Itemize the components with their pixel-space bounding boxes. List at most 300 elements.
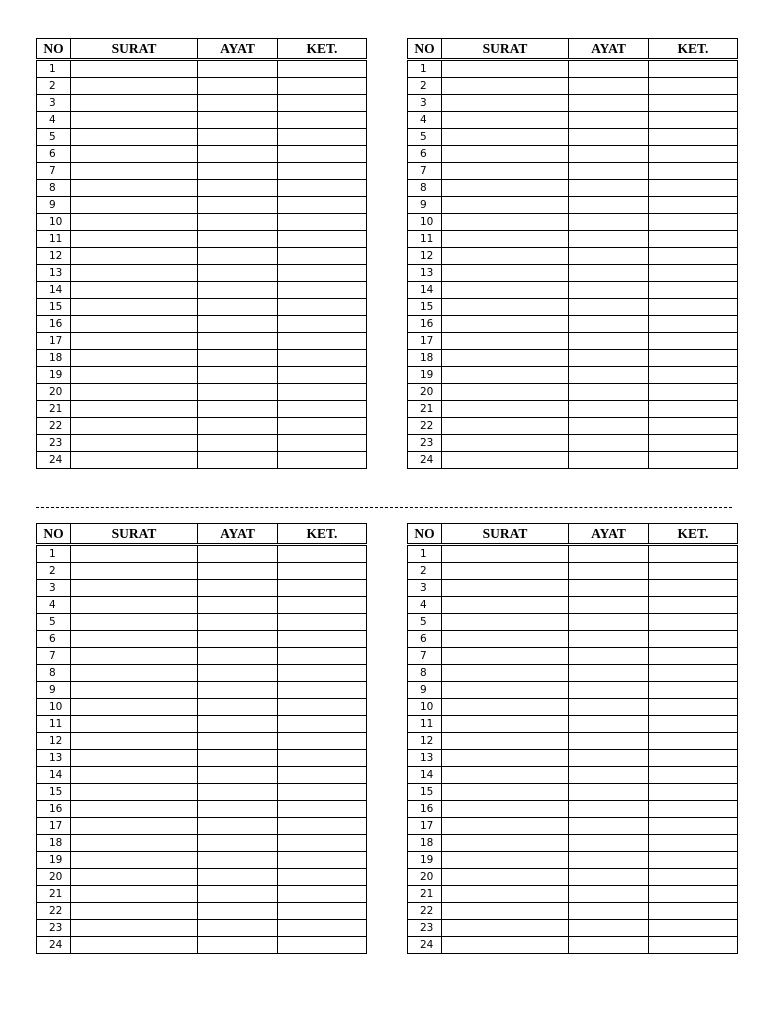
surat-cell[interactable] xyxy=(442,716,569,733)
header-row xyxy=(408,39,738,60)
surat-cell[interactable] xyxy=(442,248,569,265)
surat-cell[interactable] xyxy=(442,60,569,78)
surat-cell[interactable] xyxy=(442,631,569,648)
ket-cell[interactable] xyxy=(278,78,367,95)
ket-cell[interactable] xyxy=(649,563,738,580)
surat-cell[interactable] xyxy=(71,682,198,699)
ket-cell[interactable] xyxy=(649,350,738,367)
surat-cell[interactable] xyxy=(71,316,198,333)
ket-cell[interactable] xyxy=(278,163,367,180)
surat-cell[interactable] xyxy=(442,78,569,95)
ket-cell[interactable] xyxy=(649,197,738,214)
ayat-cell[interactable] xyxy=(198,282,278,299)
row-number: 20 xyxy=(408,384,442,401)
ayat-cell[interactable] xyxy=(198,920,278,937)
ket-cell[interactable] xyxy=(278,716,367,733)
ayat-cell[interactable] xyxy=(198,563,278,580)
ayat-cell[interactable] xyxy=(569,367,649,384)
ket-cell[interactable] xyxy=(649,316,738,333)
ayat-cell[interactable] xyxy=(198,367,278,384)
ket-cell[interactable] xyxy=(649,614,738,631)
ayat-cell[interactable] xyxy=(569,545,649,563)
table-row xyxy=(408,597,738,614)
ayat-cell[interactable] xyxy=(198,818,278,835)
ayat-cell[interactable] xyxy=(198,418,278,435)
surat-cell[interactable] xyxy=(442,563,569,580)
surat-cell[interactable] xyxy=(442,163,569,180)
ket-cell[interactable] xyxy=(278,112,367,129)
surat-cell[interactable] xyxy=(71,60,198,78)
table-row xyxy=(37,784,367,801)
surat-cell[interactable] xyxy=(442,367,569,384)
surat-cell[interactable] xyxy=(442,197,569,214)
ket-cell[interactable] xyxy=(649,418,738,435)
ket-cell[interactable] xyxy=(278,265,367,282)
surat-cell[interactable] xyxy=(442,801,569,818)
surat-cell[interactable] xyxy=(71,580,198,597)
ket-cell[interactable] xyxy=(278,801,367,818)
ayat-cell[interactable] xyxy=(198,767,278,784)
ket-cell[interactable] xyxy=(278,750,367,767)
ket-cell[interactable] xyxy=(278,129,367,146)
surat-cell[interactable] xyxy=(71,665,198,682)
ket-cell[interactable] xyxy=(278,733,367,750)
ayat-cell[interactable] xyxy=(569,631,649,648)
ayat-cell[interactable] xyxy=(569,112,649,129)
ayat-cell[interactable] xyxy=(569,231,649,248)
ayat-cell[interactable] xyxy=(569,265,649,282)
ket-cell[interactable] xyxy=(649,129,738,146)
ket-cell[interactable] xyxy=(649,231,738,248)
surat-cell[interactable] xyxy=(442,682,569,699)
surat-cell[interactable] xyxy=(71,78,198,95)
surat-cell[interactable] xyxy=(71,299,198,316)
ayat-cell[interactable] xyxy=(198,435,278,452)
ket-cell[interactable] xyxy=(649,716,738,733)
surat-cell[interactable] xyxy=(442,852,569,869)
ayat-cell[interactable] xyxy=(569,180,649,197)
surat-cell[interactable] xyxy=(442,937,569,954)
ket-cell[interactable] xyxy=(278,784,367,801)
ayat-cell[interactable] xyxy=(569,282,649,299)
header-row xyxy=(37,524,367,545)
ket-cell[interactable] xyxy=(278,435,367,452)
ket-cell[interactable] xyxy=(649,580,738,597)
surat-cell[interactable] xyxy=(442,665,569,682)
ayat-cell[interactable] xyxy=(569,750,649,767)
ket-cell[interactable] xyxy=(649,214,738,231)
surat-cell[interactable] xyxy=(442,750,569,767)
ket-cell[interactable] xyxy=(649,682,738,699)
ket-cell[interactable] xyxy=(278,631,367,648)
ket-cell[interactable] xyxy=(649,835,738,852)
ayat-cell[interactable] xyxy=(569,665,649,682)
surat-cell[interactable] xyxy=(442,920,569,937)
ayat-cell[interactable] xyxy=(569,767,649,784)
ket-cell[interactable] xyxy=(278,367,367,384)
surat-cell[interactable] xyxy=(442,214,569,231)
ket-cell[interactable] xyxy=(649,801,738,818)
ayat-cell[interactable] xyxy=(569,418,649,435)
surat-cell[interactable] xyxy=(71,282,198,299)
ayat-cell[interactable] xyxy=(569,95,649,112)
column-header-surat: SURAT xyxy=(71,39,198,60)
ket-cell[interactable] xyxy=(649,648,738,665)
surat-cell[interactable] xyxy=(442,180,569,197)
ket-cell[interactable] xyxy=(649,903,738,920)
surat-cell[interactable] xyxy=(71,716,198,733)
ayat-cell[interactable] xyxy=(569,214,649,231)
ayat-cell[interactable] xyxy=(198,937,278,954)
surat-cell[interactable] xyxy=(71,750,198,767)
ayat-cell[interactable] xyxy=(569,580,649,597)
ayat-cell[interactable] xyxy=(569,163,649,180)
ket-cell[interactable] xyxy=(278,350,367,367)
surat-cell[interactable] xyxy=(442,699,569,716)
ayat-cell[interactable] xyxy=(569,903,649,920)
surat-cell[interactable] xyxy=(71,886,198,903)
surat-cell[interactable] xyxy=(71,333,198,350)
surat-cell[interactable] xyxy=(71,367,198,384)
ket-cell[interactable] xyxy=(649,299,738,316)
ayat-cell[interactable] xyxy=(198,350,278,367)
ayat-cell[interactable] xyxy=(569,60,649,78)
surat-cell[interactable] xyxy=(442,869,569,886)
ayat-cell[interactable] xyxy=(569,852,649,869)
ket-cell[interactable] xyxy=(649,937,738,954)
ket-cell[interactable] xyxy=(278,197,367,214)
ket-cell[interactable] xyxy=(278,648,367,665)
ayat-cell[interactable] xyxy=(198,452,278,469)
ayat-cell[interactable] xyxy=(569,316,649,333)
surat-cell[interactable] xyxy=(71,699,198,716)
ket-cell[interactable] xyxy=(278,248,367,265)
surat-cell[interactable] xyxy=(442,95,569,112)
ayat-cell[interactable] xyxy=(198,835,278,852)
surat-cell[interactable] xyxy=(442,818,569,835)
ket-cell[interactable] xyxy=(649,631,738,648)
ayat-cell[interactable] xyxy=(198,112,278,129)
ayat-cell[interactable] xyxy=(198,614,278,631)
ket-cell[interactable] xyxy=(649,597,738,614)
surat-cell[interactable] xyxy=(71,852,198,869)
ket-cell[interactable] xyxy=(649,452,738,469)
ket-cell[interactable] xyxy=(649,367,738,384)
ayat-cell[interactable] xyxy=(569,197,649,214)
surat-cell[interactable] xyxy=(442,129,569,146)
ket-cell[interactable] xyxy=(649,818,738,835)
ket-cell[interactable] xyxy=(649,750,738,767)
ket-cell[interactable] xyxy=(649,699,738,716)
surat-cell[interactable] xyxy=(71,163,198,180)
surat-cell[interactable] xyxy=(71,563,198,580)
ket-cell[interactable] xyxy=(649,545,738,563)
surat-cell[interactable] xyxy=(442,784,569,801)
ket-cell[interactable] xyxy=(649,163,738,180)
surat-cell[interactable] xyxy=(71,903,198,920)
surat-cell[interactable] xyxy=(71,197,198,214)
ket-cell[interactable] xyxy=(278,920,367,937)
ket-cell[interactable] xyxy=(649,112,738,129)
surat-cell[interactable] xyxy=(442,767,569,784)
ket-cell[interactable] xyxy=(649,784,738,801)
ayat-cell[interactable] xyxy=(198,333,278,350)
ayat-cell[interactable] xyxy=(569,835,649,852)
ket-cell[interactable] xyxy=(278,180,367,197)
table-row xyxy=(408,299,738,316)
ket-cell[interactable] xyxy=(278,835,367,852)
ayat-cell[interactable] xyxy=(198,214,278,231)
ayat-cell[interactable] xyxy=(569,699,649,716)
ayat-cell[interactable] xyxy=(569,248,649,265)
ayat-cell[interactable] xyxy=(198,784,278,801)
ket-cell[interactable] xyxy=(278,665,367,682)
surat-cell[interactable] xyxy=(442,648,569,665)
ayat-cell[interactable] xyxy=(569,384,649,401)
ayat-cell[interactable] xyxy=(569,146,649,163)
ket-cell[interactable] xyxy=(278,146,367,163)
surat-cell[interactable] xyxy=(442,350,569,367)
ayat-cell[interactable] xyxy=(569,937,649,954)
ket-cell[interactable] xyxy=(649,333,738,350)
surat-cell[interactable] xyxy=(442,333,569,350)
ayat-cell[interactable] xyxy=(569,614,649,631)
surat-cell[interactable] xyxy=(71,784,198,801)
ayat-cell[interactable] xyxy=(569,920,649,937)
ket-cell[interactable] xyxy=(278,597,367,614)
surat-cell[interactable] xyxy=(442,580,569,597)
surat-cell[interactable] xyxy=(71,231,198,248)
surat-cell[interactable] xyxy=(71,265,198,282)
ket-cell[interactable] xyxy=(278,452,367,469)
surat-cell[interactable] xyxy=(442,614,569,631)
surat-cell[interactable] xyxy=(71,597,198,614)
ket-cell[interactable] xyxy=(649,180,738,197)
ayat-cell[interactable] xyxy=(569,716,649,733)
ayat-cell[interactable] xyxy=(569,886,649,903)
ayat-cell[interactable] xyxy=(569,129,649,146)
ayat-cell[interactable] xyxy=(569,401,649,418)
ket-cell[interactable] xyxy=(278,886,367,903)
ket-cell[interactable] xyxy=(278,767,367,784)
ket-cell[interactable] xyxy=(278,231,367,248)
ayat-cell[interactable] xyxy=(198,180,278,197)
table-row xyxy=(37,682,367,699)
surat-cell[interactable] xyxy=(71,733,198,750)
ayat-cell[interactable] xyxy=(198,78,278,95)
surat-cell[interactable] xyxy=(71,248,198,265)
ayat-cell[interactable] xyxy=(198,597,278,614)
surat-cell[interactable] xyxy=(442,146,569,163)
surat-cell[interactable] xyxy=(71,214,198,231)
ayat-cell[interactable] xyxy=(569,733,649,750)
ket-cell[interactable] xyxy=(278,384,367,401)
ayat-cell[interactable] xyxy=(569,78,649,95)
ayat-cell[interactable] xyxy=(198,682,278,699)
ayat-cell[interactable] xyxy=(569,299,649,316)
surat-cell[interactable] xyxy=(442,903,569,920)
ayat-cell[interactable] xyxy=(198,716,278,733)
ket-cell[interactable] xyxy=(649,852,738,869)
ket-cell[interactable] xyxy=(278,563,367,580)
ket-cell[interactable] xyxy=(278,852,367,869)
row-number: 18 xyxy=(408,350,442,367)
ket-cell[interactable] xyxy=(649,733,738,750)
ayat-cell[interactable] xyxy=(569,818,649,835)
ket-cell[interactable] xyxy=(649,920,738,937)
ayat-cell[interactable] xyxy=(198,869,278,886)
surat-cell[interactable] xyxy=(71,937,198,954)
surat-cell[interactable] xyxy=(71,631,198,648)
surat-cell[interactable] xyxy=(71,180,198,197)
ket-cell[interactable] xyxy=(649,95,738,112)
ayat-cell[interactable] xyxy=(198,631,278,648)
surat-cell[interactable] xyxy=(71,129,198,146)
ket-cell[interactable] xyxy=(278,282,367,299)
surat-cell[interactable] xyxy=(71,384,198,401)
ayat-cell[interactable] xyxy=(569,682,649,699)
ayat-cell[interactable] xyxy=(198,648,278,665)
ket-cell[interactable] xyxy=(649,78,738,95)
table-row xyxy=(408,648,738,665)
table-row xyxy=(408,733,738,750)
ayat-cell[interactable] xyxy=(198,197,278,214)
ayat-cell[interactable] xyxy=(198,163,278,180)
surat-cell[interactable] xyxy=(71,818,198,835)
surat-cell[interactable] xyxy=(71,418,198,435)
ayat-cell[interactable] xyxy=(569,435,649,452)
ket-cell[interactable] xyxy=(278,545,367,563)
ket-cell[interactable] xyxy=(649,435,738,452)
surat-cell[interactable] xyxy=(71,920,198,937)
ket-cell[interactable] xyxy=(278,418,367,435)
ayat-cell[interactable] xyxy=(198,801,278,818)
ket-cell[interactable] xyxy=(649,265,738,282)
surat-cell[interactable] xyxy=(71,401,198,418)
ayat-cell[interactable] xyxy=(198,60,278,78)
ket-cell[interactable] xyxy=(278,401,367,418)
ket-cell[interactable] xyxy=(649,869,738,886)
ayat-cell[interactable] xyxy=(569,648,649,665)
ket-cell[interactable] xyxy=(278,869,367,886)
surat-cell[interactable] xyxy=(71,95,198,112)
ayat-cell[interactable] xyxy=(198,95,278,112)
ayat-cell[interactable] xyxy=(198,750,278,767)
ayat-cell[interactable] xyxy=(198,886,278,903)
surat-cell[interactable] xyxy=(442,418,569,435)
ket-cell[interactable] xyxy=(278,333,367,350)
ket-cell[interactable] xyxy=(649,384,738,401)
surat-cell[interactable] xyxy=(442,231,569,248)
ket-cell[interactable] xyxy=(278,614,367,631)
ket-cell[interactable] xyxy=(649,146,738,163)
surat-cell[interactable] xyxy=(442,545,569,563)
surat-cell[interactable] xyxy=(71,146,198,163)
surat-cell[interactable] xyxy=(71,545,198,563)
ayat-cell[interactable] xyxy=(198,231,278,248)
ket-cell[interactable] xyxy=(649,665,738,682)
ket-cell[interactable] xyxy=(278,60,367,78)
ayat-cell[interactable] xyxy=(198,903,278,920)
surat-cell[interactable] xyxy=(71,801,198,818)
ayat-cell[interactable] xyxy=(198,316,278,333)
surat-cell[interactable] xyxy=(71,112,198,129)
surat-cell[interactable] xyxy=(442,316,569,333)
ayat-cell[interactable] xyxy=(569,597,649,614)
surat-cell[interactable] xyxy=(71,435,198,452)
ket-cell[interactable] xyxy=(649,60,738,78)
surat-cell[interactable] xyxy=(71,350,198,367)
surat-cell[interactable] xyxy=(71,869,198,886)
surat-cell[interactable] xyxy=(442,265,569,282)
surat-cell[interactable] xyxy=(442,282,569,299)
surat-cell[interactable] xyxy=(442,835,569,852)
ayat-cell[interactable] xyxy=(198,733,278,750)
ayat-cell[interactable] xyxy=(198,265,278,282)
ket-cell[interactable] xyxy=(649,401,738,418)
ayat-cell[interactable] xyxy=(198,146,278,163)
ayat-cell[interactable] xyxy=(198,384,278,401)
surat-cell[interactable] xyxy=(71,614,198,631)
ayat-cell[interactable] xyxy=(569,563,649,580)
ket-cell[interactable] xyxy=(278,299,367,316)
surat-cell[interactable] xyxy=(71,452,198,469)
ayat-cell[interactable] xyxy=(569,333,649,350)
surat-cell[interactable] xyxy=(71,835,198,852)
ayat-cell[interactable] xyxy=(198,129,278,146)
surat-cell[interactable] xyxy=(442,452,569,469)
surat-cell[interactable] xyxy=(442,112,569,129)
surat-cell[interactable] xyxy=(442,401,569,418)
table-row xyxy=(37,282,367,299)
ayat-cell[interactable] xyxy=(569,452,649,469)
ket-cell[interactable] xyxy=(649,248,738,265)
ket-cell[interactable] xyxy=(278,316,367,333)
surat-cell[interactable] xyxy=(442,384,569,401)
ayat-cell[interactable] xyxy=(198,699,278,716)
surat-cell[interactable] xyxy=(71,767,198,784)
ket-cell[interactable] xyxy=(278,214,367,231)
ayat-cell[interactable] xyxy=(198,545,278,563)
ket-cell[interactable] xyxy=(649,282,738,299)
surat-cell[interactable] xyxy=(442,435,569,452)
ket-cell[interactable] xyxy=(278,937,367,954)
surat-cell[interactable] xyxy=(442,733,569,750)
ayat-cell[interactable] xyxy=(198,248,278,265)
surat-cell[interactable] xyxy=(442,886,569,903)
ket-cell[interactable] xyxy=(278,580,367,597)
ket-cell[interactable] xyxy=(278,818,367,835)
surat-cell[interactable] xyxy=(442,299,569,316)
ayat-cell[interactable] xyxy=(198,401,278,418)
surat-cell[interactable] xyxy=(71,648,198,665)
ket-cell[interactable] xyxy=(649,886,738,903)
ayat-cell[interactable] xyxy=(198,665,278,682)
ayat-cell[interactable] xyxy=(569,869,649,886)
ket-cell[interactable] xyxy=(278,699,367,716)
ayat-cell[interactable] xyxy=(569,784,649,801)
surat-cell[interactable] xyxy=(442,597,569,614)
ket-cell[interactable] xyxy=(278,903,367,920)
ket-cell[interactable] xyxy=(278,682,367,699)
ayat-cell[interactable] xyxy=(569,801,649,818)
ket-cell[interactable] xyxy=(278,95,367,112)
ayat-cell[interactable] xyxy=(198,580,278,597)
ayat-cell[interactable] xyxy=(198,299,278,316)
ket-cell[interactable] xyxy=(649,767,738,784)
ayat-cell[interactable] xyxy=(569,350,649,367)
ayat-cell[interactable] xyxy=(198,852,278,869)
